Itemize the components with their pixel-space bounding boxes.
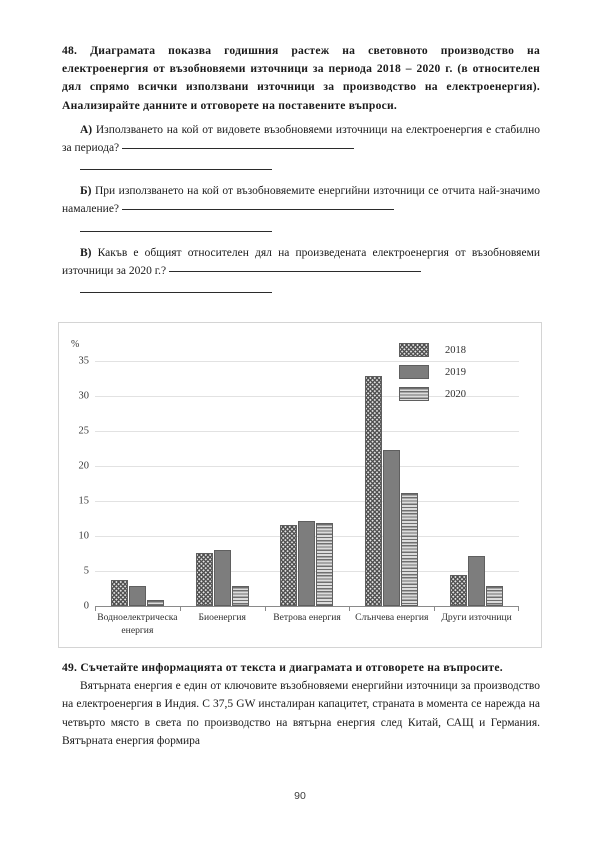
question-c-marker: В) <box>80 246 92 259</box>
bar-wind-2020[interactable] <box>316 523 333 606</box>
page-number: 90 <box>294 790 306 802</box>
answer-line-c1[interactable] <box>169 262 421 272</box>
x-axis-labels <box>95 612 519 637</box>
xlabel-bioenergy: Биоенергия <box>198 612 246 623</box>
answer-line-a2-row <box>62 160 540 176</box>
bar-hydro-2019[interactable] <box>129 586 146 606</box>
answer-line-c2[interactable] <box>80 283 272 293</box>
legend-label-2020: 2020 <box>445 388 466 400</box>
bar-group-bioenergy <box>180 361 265 606</box>
task-48-heading: 48. Диаграмата показва годишния растеж на световното производство на електроенергия от възобновяеми източници за периода 2018 – 2020 г. (в относителен дял спрямо всички използвани източници за производство на електроенергия). Анализирайте данните и отговорете на поставените въпроси. <box>62 44 540 112</box>
ytick-35: 35 <box>78 355 89 367</box>
bar-wind-2019[interactable] <box>298 521 315 606</box>
bar-hydro-2018[interactable] <box>111 580 128 606</box>
bar-other-2019[interactable] <box>468 556 485 606</box>
ytick-25: 25 <box>78 425 89 437</box>
ytick-5: 5 <box>83 565 89 577</box>
bar-bioenergy-2018[interactable] <box>196 553 213 606</box>
legend-item-2018[interactable] <box>399 339 529 361</box>
xlabel-wind: Ветрова енергия <box>273 612 341 623</box>
answer-line-b2-row <box>62 222 540 238</box>
answer-line-a1[interactable] <box>122 139 354 149</box>
task-49-block <box>62 659 540 750</box>
legend-item-2019[interactable] <box>399 361 529 383</box>
bar-other-2018[interactable] <box>450 575 467 606</box>
bar-solar-2019[interactable] <box>383 450 400 606</box>
question-a-marker: А) <box>80 123 93 136</box>
bar-group-wind <box>265 361 350 606</box>
bar-solar-2020[interactable] <box>401 493 418 606</box>
question-b <box>62 182 540 218</box>
renewable-energy-bar-chart <box>58 322 542 648</box>
xlabel-solar: Слънчева енергия <box>355 612 429 623</box>
question-b-text: При използването на кой от възобновяемите енергийни източници се отчита най-значимо намаление? <box>62 185 540 216</box>
legend-label-2019: 2019 <box>445 366 466 378</box>
legend-swatch-2018-icon <box>399 343 429 357</box>
task-48-block <box>62 42 540 299</box>
legend-item-2020[interactable] <box>399 383 529 405</box>
ytick-0: 0 <box>83 600 89 611</box>
bar-wind-2018[interactable] <box>280 525 297 606</box>
answer-line-b1[interactable] <box>122 200 394 210</box>
chart-legend <box>399 339 529 405</box>
bar-bioenergy-2020[interactable] <box>232 586 249 606</box>
bar-other-2020[interactable] <box>486 586 503 606</box>
legend-label-2018: 2018 <box>445 344 466 356</box>
bar-group-hydro <box>95 361 180 606</box>
x-axis <box>95 606 519 646</box>
question-c-text: Какъв е общият относителен дял на произведената електроенергия от възобновяеми източници за 2020 г.? <box>62 246 541 277</box>
xlabel-other: Други източници <box>441 612 512 623</box>
question-b-marker: Б) <box>80 185 92 198</box>
bar-bioenergy-2019[interactable] <box>214 550 231 606</box>
ytick-15: 15 <box>78 495 89 507</box>
task-49-paragraph: Вятърната енергия е един от ключовите възобновяеми енергийни източници за производство на електроенергия в Индия. С 37,5 GW инсталиран капацитет, страната в момента се нарежда на четвърто място в света по производство на вятърна енергия след Китай, САЩ и Германия. Вятърната енергия формира <box>62 680 540 747</box>
question-a-text: Използването на кой от видовете възобновяеми източници на електроенергия е стабилно за периода? <box>62 123 540 155</box>
ytick-20: 20 <box>78 460 89 472</box>
x-axis-ticks <box>95 606 519 611</box>
ytick-10: 10 <box>78 530 89 542</box>
ytick-30: 30 <box>78 390 89 402</box>
xlabel-hydro: Водноелектрическа енергия <box>97 612 178 636</box>
bar-solar-2018[interactable] <box>365 376 382 606</box>
answer-line-a2[interactable] <box>80 160 272 170</box>
legend-swatch-2020-icon <box>399 387 429 401</box>
question-c <box>62 244 540 280</box>
y-axis-unit-label: % <box>71 339 80 350</box>
answer-line-b2[interactable] <box>80 222 272 232</box>
legend-swatch-2019-icon <box>399 365 429 379</box>
question-a <box>62 121 540 157</box>
answer-line-c2-row <box>62 283 540 299</box>
task-49-heading: 49. Съчетайте информацията от текста и диаграмата и отговорете на въпросите. <box>62 661 503 674</box>
